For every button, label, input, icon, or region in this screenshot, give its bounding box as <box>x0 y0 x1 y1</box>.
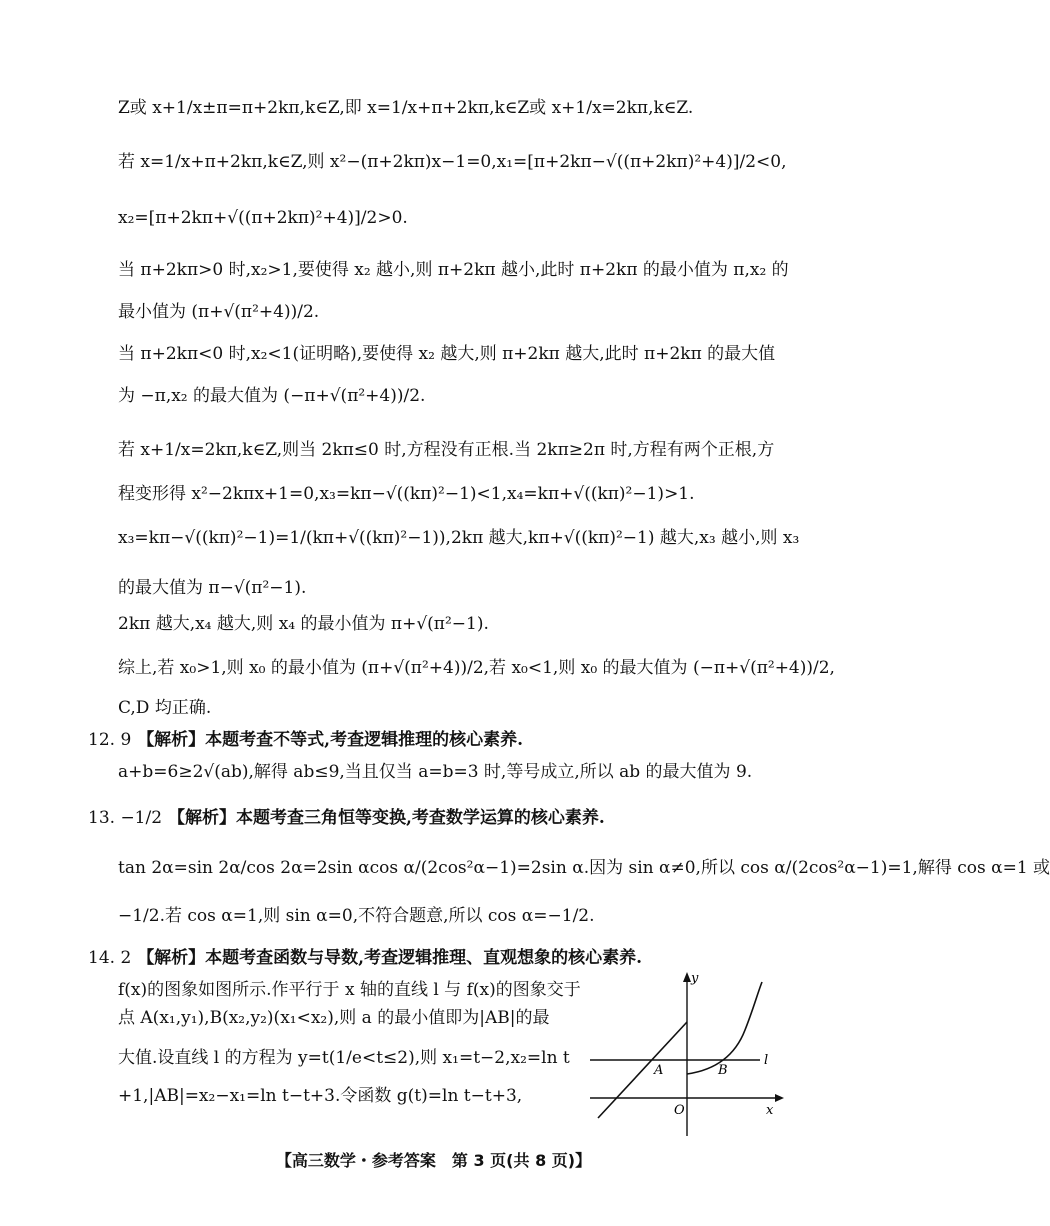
q14-line-1: f(x)的图象如图所示.作平行于 x 轴的直线 l 与 f(x)的图象交于 <box>118 980 581 1000</box>
q11-line-4: 当 π+2kπ>0 时,x₂>1,要使得 x₂ 越小,则 π+2kπ 越小,此时 π+2kπ 的最小值为 π,x₂ 的 <box>118 260 789 280</box>
x-axis-arrow <box>775 1094 784 1102</box>
y-label: y <box>691 971 699 986</box>
y-axis-arrow <box>683 972 691 982</box>
q14-line-4: +1,|AB|=x₂−x₁=ln t−t+3.令函数 g(t)=ln t−t+3, <box>118 1086 523 1106</box>
point-a-label: A <box>654 1063 664 1078</box>
q13-head: 【解析】本题考查三角恒等变换,考查数学运算的核心素养. <box>167 808 605 828</box>
q13-line-2: −1/2.若 cos α=1,则 sin α=0,不符合题意,所以 cos α=−1/2. <box>118 906 595 926</box>
q11-line-9: 程变形得 x²−2kπx+1=0,x₃=kπ−√((kπ)²−1)<1,x₄=kπ+√((kπ)²−1)>1. <box>118 484 695 504</box>
q11-line-11: 的最大值为 π−√(π²−1). <box>118 578 307 598</box>
page-footer: 【高三数学・参考答案 第 3 页(共 8 页)】 <box>275 1151 592 1170</box>
q11-line-3: x₂=[π+2kπ+√((π+2kπ)²+4)]/2>0. <box>118 208 408 228</box>
q12-line: a+b=6≥2√(ab),解得 ab≤9,当且仅当 a=b=3 时,等号成立,所以 ab 的最大值为 9. <box>118 762 753 782</box>
q13-header <box>88 806 605 830</box>
point-b-label: B <box>718 1063 728 1078</box>
q11-line-2: 若 x=1/x+π+2kπ,k∈Z,则 x²−(π+2kπ)x−1=0,x₁=[π+2kπ−√((π+2kπ)²+4)]/2<0, <box>118 152 787 172</box>
q11-line-7: 为 −π,x₂ 的最大值为 (−π+√(π²+4))/2. <box>118 386 426 406</box>
q12-number: 12. 9 <box>88 730 132 750</box>
q12-head: 【解析】本题考查不等式,考查逻辑推理的核心素养. <box>137 730 524 750</box>
q14-line-2: 点 A(x₁,y₁),B(x₂,y₂)(x₁<x₂),则 a 的最小值即为|AB|的最 <box>118 1008 550 1028</box>
q11-line-10: x₃=kπ−√((kπ)²−1)=1/(kπ+√((kπ)²−1)),2kπ 越大,kπ+√((kπ)²−1) 越大,x₃ 越小,则 x₃ <box>118 528 800 548</box>
q14-number: 14. 2 <box>88 948 132 968</box>
q14-line-3: 大值.设直线 l 的方程为 y=t(1/e<t≤2),则 x₁=t−2,x₂=ln t <box>118 1048 570 1068</box>
q11-line-8: 若 x+1/x=2kπ,k∈Z,则当 2kπ≤0 时,方程没有正根.当 2kπ≥2π 时,方程有两个正根,方 <box>118 440 775 460</box>
q11-line-1: Z或 x+1/x±π=π+2kπ,k∈Z,即 x=1/x+π+2kπ,k∈Z或 x+1/x=2kπ,k∈Z. <box>118 98 694 118</box>
q13-line-1: tan 2α=sin 2α/cos 2α=2sin αcos α/(2cos²α−1)=2sin α.因为 sin α≠0,所以 cos α/(2cos²α−1)=1,解得 cos α=1 或 <box>118 858 1050 878</box>
q11-line-12: 2kπ 越大,x₄ 越大,则 x₄ 的最小值为 π+√(π²−1). <box>118 614 489 634</box>
q14-head: 【解析】本题考查函数与导数,考查逻辑推理、直观想象的核心素养. <box>137 948 643 968</box>
origin-label: O <box>674 1103 685 1118</box>
q13-number: 13. −1/2 <box>88 808 163 828</box>
q12-header <box>88 728 523 752</box>
function-graph <box>590 968 790 1138</box>
q11-line-13: 综上,若 x₀>1,则 x₀ 的最小值为 (π+√(π²+4))/2,若 x₀<1,则 x₀ 的最大值为 (−π+√(π²+4))/2, <box>118 658 835 678</box>
q11-line-6: 当 π+2kπ<0 时,x₂<1(证明略),要使得 x₂ 越大,则 π+2kπ 越大,此时 π+2kπ 的最大值 <box>118 344 776 364</box>
q11-line-5: 最小值为 (π+√(π²+4))/2. <box>118 302 320 322</box>
x-label: x <box>766 1103 774 1118</box>
q14-header <box>88 946 642 970</box>
line-l-label: l <box>764 1053 769 1068</box>
q11-line-14: C,D 均正确. <box>118 698 212 718</box>
